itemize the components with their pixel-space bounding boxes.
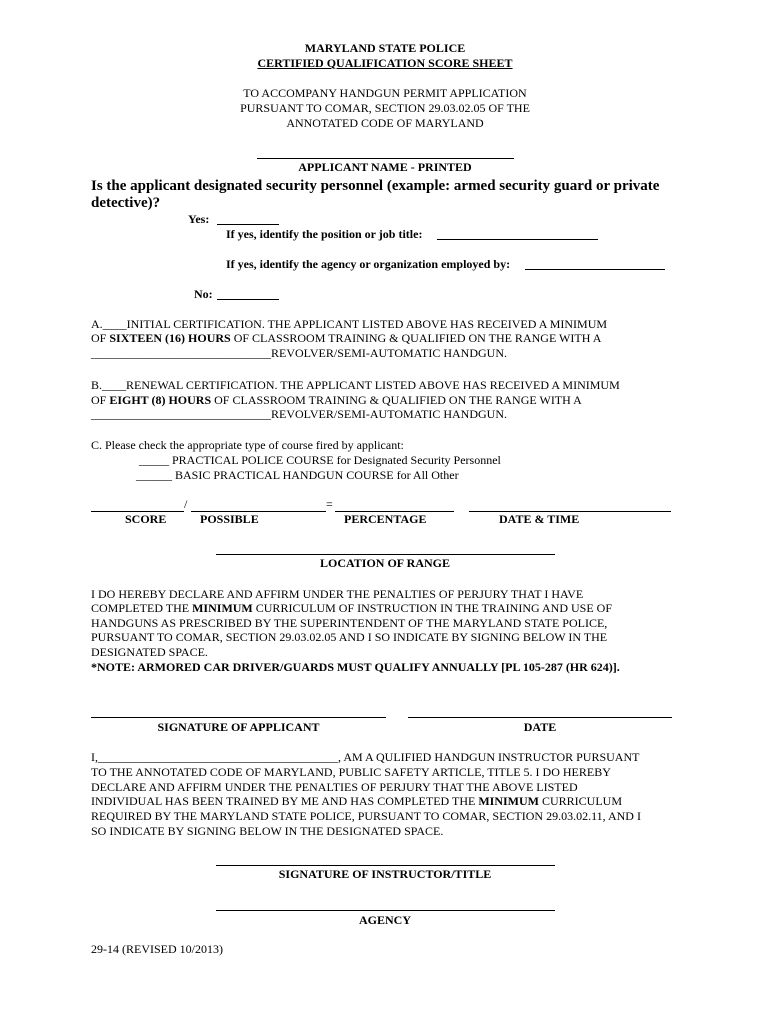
score-label: SCORE xyxy=(125,512,167,526)
date-label: DATE xyxy=(523,720,557,734)
yes-label: Yes: xyxy=(188,212,210,226)
agency-employed-label: If yes, identify the agency or organization employed by: xyxy=(226,257,511,271)
declaration-line-4: PURSUANT TO COMAR, SECTION 29.03.02.05 AND I SO INDICATE BY SIGNING BELOW IN THE xyxy=(91,630,608,644)
instructor-line-2: TO THE ANNOTATED CODE OF MARYLAND, PUBLIC SAFETY ARTICLE, TITLE 5. I DO HEREBY xyxy=(91,765,611,779)
form-title: CERTIFIED QUALIFICATION SCORE SHEET xyxy=(257,56,513,70)
section-b-line-3: ______________________________REVOLVER/SEMI-AUTOMATIC HANDGUN. xyxy=(91,407,508,421)
declaration-line-3: HANDGUNS AS PRESCRIBED BY THE SUPERINTENDENT OF THE MARYLAND STATE POLICE, xyxy=(91,616,608,630)
instructor-line-5: REQUIRED BY THE MARYLAND STATE POLICE, PURSUANT TO COMAR, SECTION 29.03.02.11, AND I xyxy=(91,809,641,823)
declaration-line-2: COMPLETED THE MINIMUM CURRICULUM OF INSTRUCTION IN THE TRAINING AND USE OF xyxy=(91,601,613,615)
subtitle-line-1: TO ACCOMPANY HANDGUN PERMIT APPLICATION xyxy=(243,86,527,100)
no-label: No: xyxy=(194,287,213,301)
possible-label: POSSIBLE xyxy=(200,512,259,526)
instructor-agency-field[interactable] xyxy=(216,910,555,911)
location-of-range-field[interactable] xyxy=(216,554,555,555)
applicant-name-label: APPLICANT NAME - PRINTED xyxy=(298,160,472,174)
applicant-date-field[interactable] xyxy=(408,717,672,718)
date-time-label: DATE & TIME xyxy=(499,512,580,526)
course-option-practical-police[interactable]: _____ PRACTICAL POLICE COURSE for Designated Security Personnel xyxy=(139,453,501,467)
armored-car-note: *NOTE: ARMORED CAR DRIVER/GUARDS MUST QUALIFY ANNUALLY [PL 105-287 (HR 624)]. xyxy=(91,660,620,674)
declaration-line-5: DESIGNATED SPACE. xyxy=(91,645,208,659)
section-a-line-1: A.____INITIAL CERTIFICATION. THE APPLICANT LISTED ABOVE HAS RECEIVED A MINIMUM xyxy=(91,317,608,331)
section-c-title: C. Please check the appropriate type of course fired by applicant: xyxy=(91,438,404,452)
subtitle-line-2: PURSUANT TO COMAR, SECTION 29.03.02.05 OF THE xyxy=(240,101,530,115)
score-equals: = xyxy=(326,497,333,511)
instructor-line-6: SO INDICATE BY SIGNING BELOW IN THE DESIGNATED SPACE. xyxy=(91,824,444,838)
security-question-line-2: detective)? xyxy=(91,195,161,211)
yes-field[interactable] xyxy=(217,224,279,225)
form-number: 29-14 (REVISED 10/2013) xyxy=(91,942,223,956)
section-b-line-2: OF EIGHT (8) HOURS OF CLASSROOM TRAINING & QUALIFIED ON THE RANGE WITH A xyxy=(91,393,582,407)
score-slash: / xyxy=(184,497,188,511)
section-a-line-3: ______________________________REVOLVER/SEMI-AUTOMATIC HANDGUN. xyxy=(91,346,508,360)
percentage-label: PERCENTAGE xyxy=(344,512,427,526)
security-question-line-1: Is the applicant designated security personnel (example: armed security guard or private xyxy=(91,178,660,194)
course-option-basic-practical[interactable]: ______ BASIC PRACTICAL HANDGUN COURSE for All Other xyxy=(136,468,459,482)
position-label: If yes, identify the position or job title: xyxy=(226,227,423,241)
agency-name: MARYLAND STATE POLICE xyxy=(304,41,466,55)
signature-of-applicant-label: SIGNATURE OF APPLICANT xyxy=(157,720,320,734)
location-of-range-label: LOCATION OF RANGE xyxy=(319,556,450,570)
instructor-signature-field[interactable] xyxy=(216,865,555,866)
declaration-line-1: I DO HEREBY DECLARE AND AFFIRM UNDER THE PENALTIES OF PERJURY THAT I HAVE xyxy=(91,587,584,601)
signature-of-instructor-label: SIGNATURE OF INSTRUCTOR/TITLE xyxy=(278,867,492,881)
instructor-line-4: INDIVIDUAL HAS BEEN TRAINED BY ME AND HAS COMPLETED THE MINIMUM CURRICULUM xyxy=(91,794,622,808)
no-field[interactable] xyxy=(217,299,279,300)
subtitle-line-3: ANNOTATED CODE OF MARYLAND xyxy=(286,116,484,130)
agency-employed-field[interactable] xyxy=(525,269,665,270)
applicant-signature-field[interactable] xyxy=(91,717,386,718)
instructor-line-1: I,________________________________________, AM A QULIFIED HANDGUN INSTRUCTOR PURSUANT xyxy=(91,750,640,764)
section-b-line-1: B.____RENEWAL CERTIFICATION. THE APPLICANT LISTED ABOVE HAS RECEIVED A MINIMUM xyxy=(91,378,620,392)
instructor-line-3: DECLARE AND AFFIRM UNDER THE PENALTIES OF PERJURY THAT THE ABOVE LISTED xyxy=(91,780,578,794)
position-field[interactable] xyxy=(437,239,598,240)
instructor-agency-label: AGENCY xyxy=(358,913,411,927)
applicant-name-field[interactable] xyxy=(257,158,514,159)
section-a-line-2: OF SIXTEEN (16) HOURS OF CLASSROOM TRAINING & QUALIFIED ON THE RANGE WITH A xyxy=(91,331,602,345)
